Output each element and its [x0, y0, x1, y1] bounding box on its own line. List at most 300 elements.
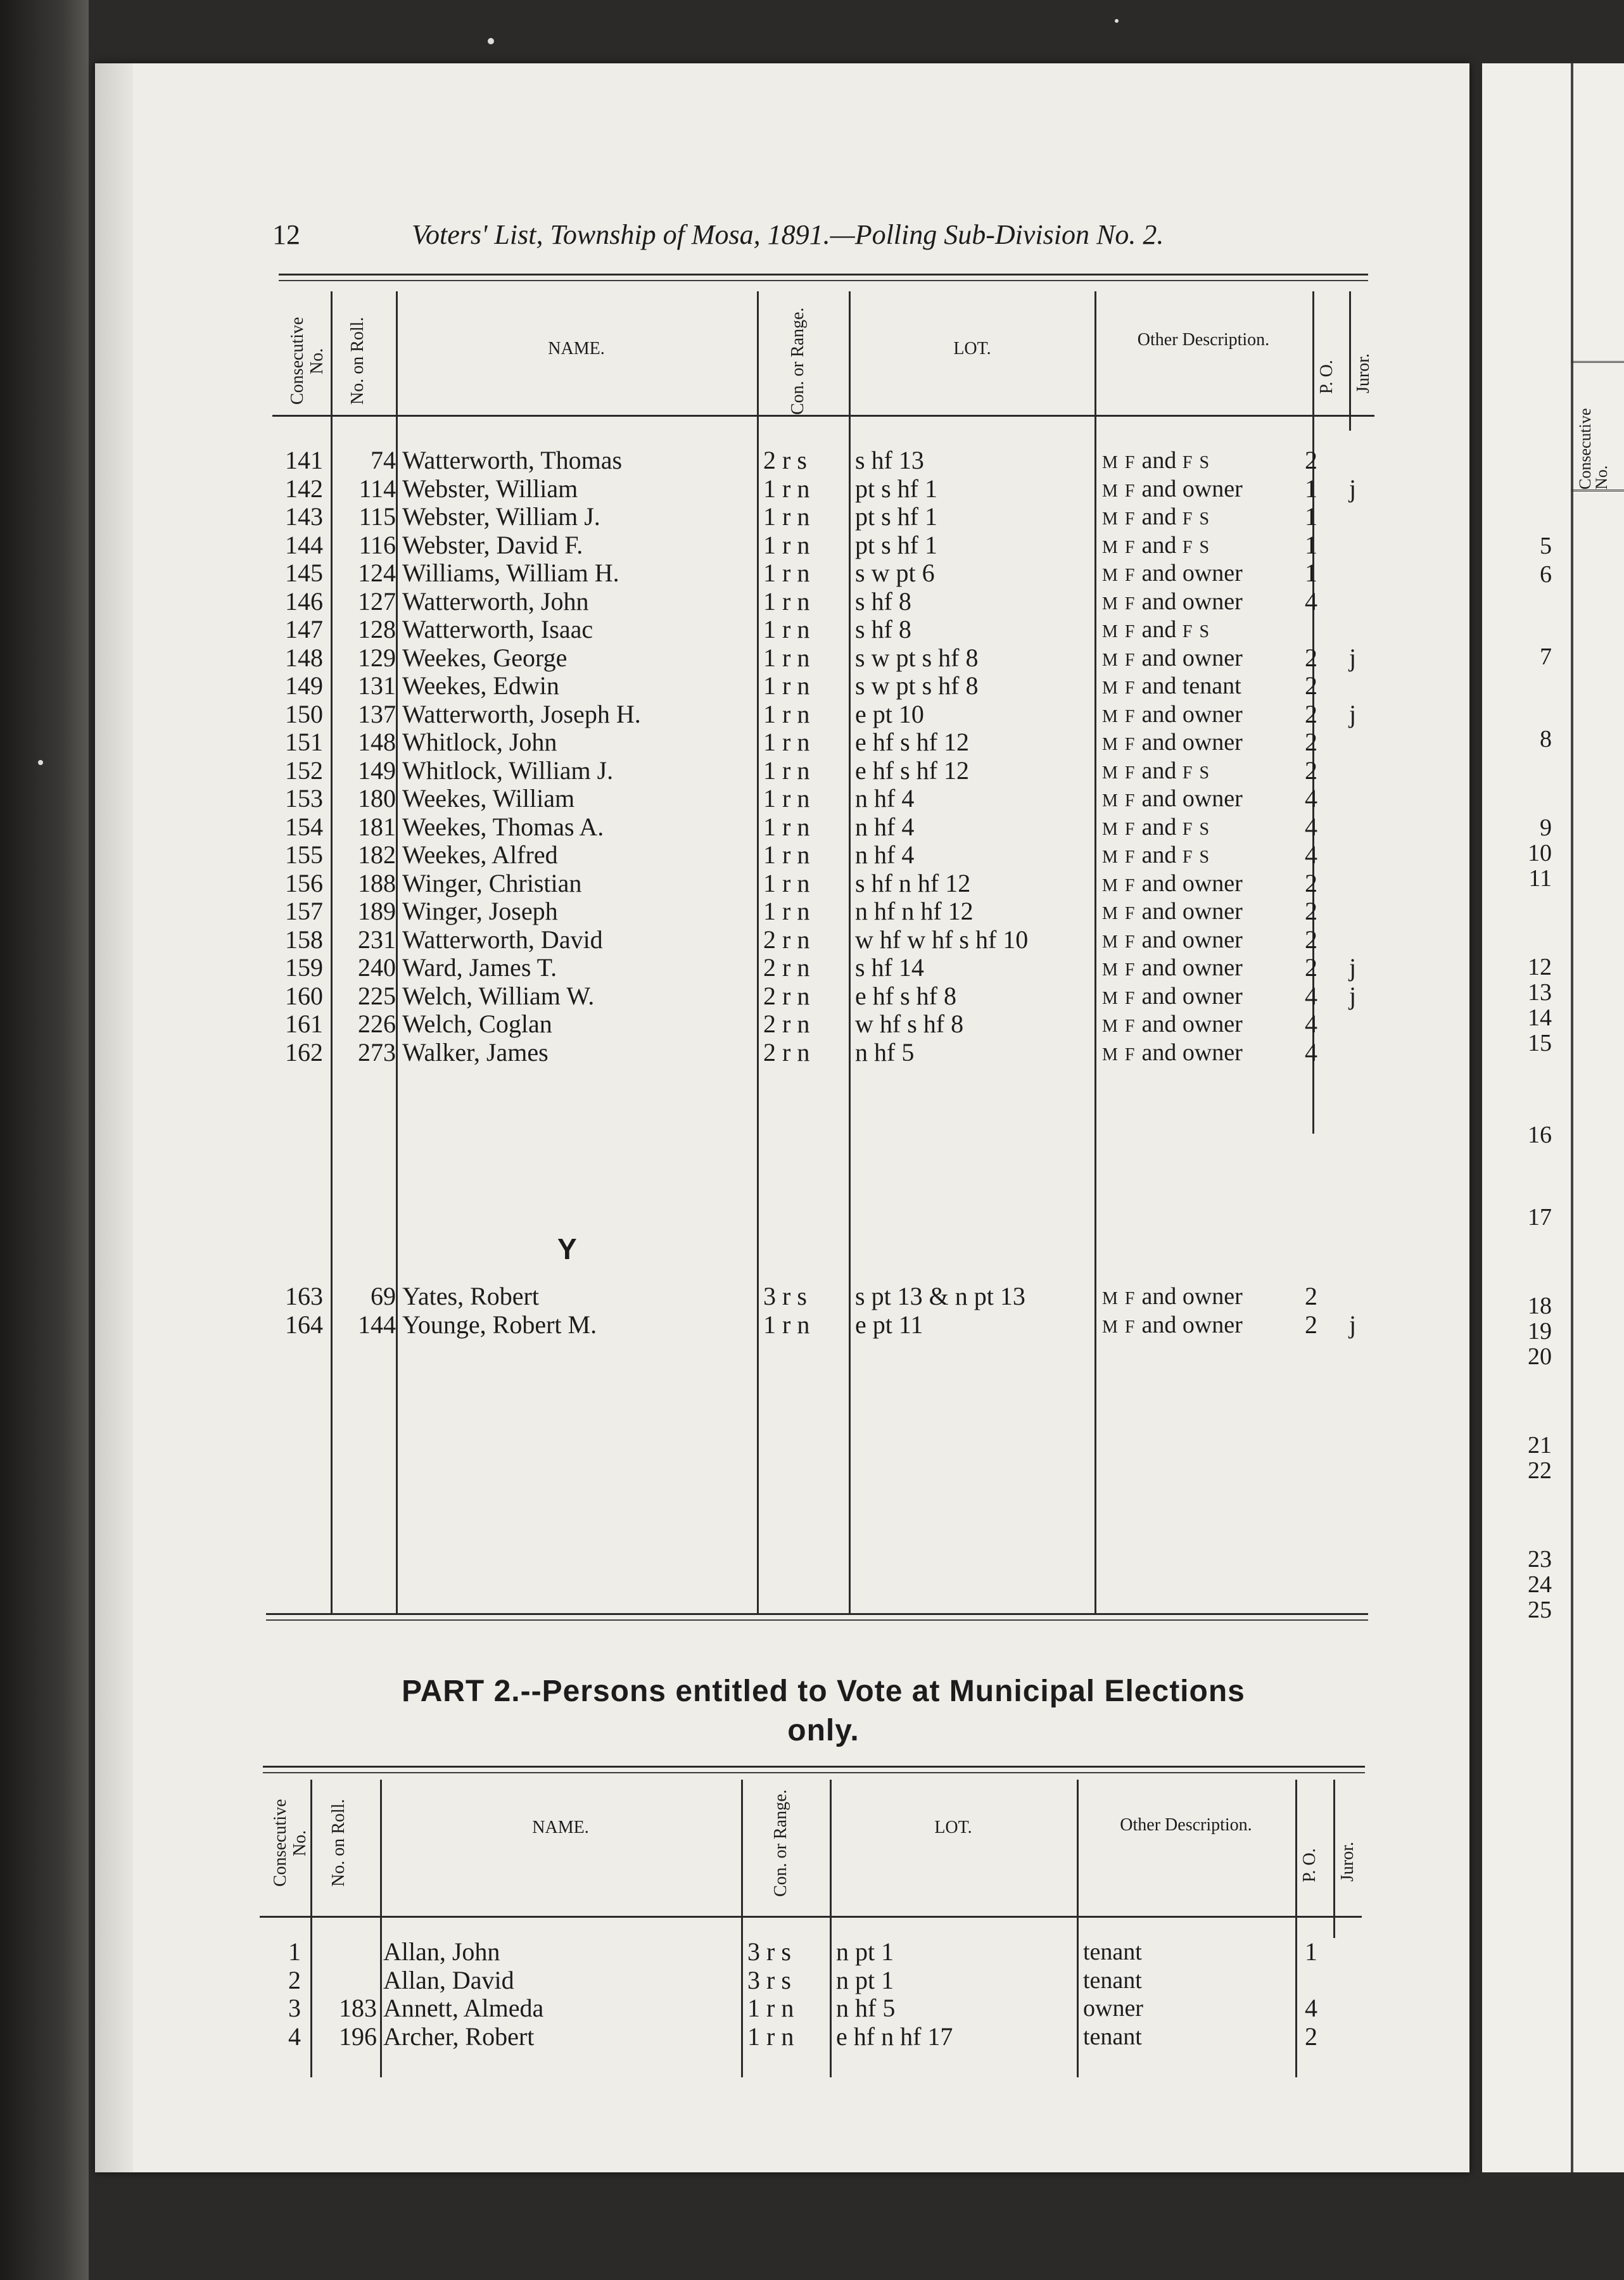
cell-roll: 137	[358, 699, 396, 728]
abbrev-token: S	[1199, 509, 1211, 529]
cell-po: 2	[1305, 671, 1317, 700]
table-row	[272, 870, 1381, 897]
abbrev-token: M	[1102, 735, 1125, 754]
adjacent-row-number: 14	[1528, 1004, 1552, 1031]
page-edge-shadow	[95, 63, 133, 2172]
cell-roll: 273	[358, 1037, 396, 1067]
word-token: owner	[1182, 588, 1243, 615]
cell-cons: 1	[288, 1937, 301, 1966]
cell-roll: 182	[358, 840, 396, 869]
word-token: owner	[1182, 898, 1243, 925]
cell-con: 1 r n	[763, 756, 810, 785]
header-con: Con. or Range.	[771, 1789, 790, 1897]
word-token: owner	[1182, 644, 1243, 671]
abbrev-token: M	[1102, 622, 1125, 642]
abbrev-token: F	[1124, 650, 1142, 670]
section-letter-y: Y	[557, 1232, 577, 1265]
cell-lot: e hf s hf 12	[855, 756, 969, 785]
cell-po: 2	[1305, 953, 1317, 982]
table-row	[272, 531, 1381, 559]
word-token: and	[1141, 785, 1183, 812]
table-row	[272, 897, 1381, 925]
cell-con: 1 r n	[763, 1310, 810, 1339]
word-token: and	[1141, 588, 1183, 615]
part2-title	[260, 1672, 1387, 1751]
table-row	[272, 954, 1381, 982]
cell-jur: j	[1349, 953, 1357, 982]
word-token: owner	[1182, 1311, 1243, 1338]
cell-lot: s pt 13 & n pt 13	[855, 1282, 1025, 1310]
adjacent-page-header	[1571, 361, 1624, 491]
cell-name: Weekes, Alfred	[402, 840, 558, 869]
cell-po: 1	[1305, 502, 1317, 531]
cell-name: Winger, Joseph	[402, 897, 558, 925]
cell-lot: s hf 13	[855, 446, 924, 474]
cell-con: 1 r n	[763, 671, 810, 700]
table-row	[272, 813, 1381, 841]
cell-cons: 151	[285, 728, 323, 756]
cell-po: 1	[1305, 530, 1317, 559]
word-token: owner	[1182, 729, 1243, 756]
adjacent-row-number: 7	[1540, 643, 1552, 670]
abbrev-token: M	[1102, 1016, 1125, 1036]
abbrev-token: M	[1102, 481, 1125, 501]
cell-cons: 159	[285, 953, 323, 982]
abbrev-token: F	[1182, 847, 1200, 867]
cell-cons: 143	[285, 502, 323, 531]
header-con: Con. or Range.	[788, 307, 808, 415]
abbrev-token: S	[1199, 819, 1211, 839]
adjacent-row-number: 15	[1528, 1030, 1552, 1056]
cell-lot: n hf 5	[855, 1037, 915, 1067]
table-row	[272, 503, 1381, 531]
cell-name: Weekes, Edwin	[402, 671, 559, 700]
word-token: and	[1141, 982, 1183, 1010]
cell-lot: e pt 10	[855, 699, 924, 728]
cell-other	[1102, 446, 1210, 477]
cell-name: Allan, John	[383, 1937, 500, 1966]
cell-po: 2	[1305, 897, 1317, 925]
abbrev-token: M	[1102, 791, 1125, 811]
cell-po: 4	[1305, 1037, 1317, 1067]
cell-po: 2	[1305, 699, 1317, 728]
word-token: and	[1141, 954, 1183, 981]
header-rule-2	[279, 280, 1368, 281]
cell-name: Weekes, Thomas A.	[402, 812, 604, 841]
cell-con: 1 r n	[747, 1994, 794, 2022]
cell-other	[1102, 870, 1243, 900]
abbrev-token: F	[1182, 453, 1200, 472]
cell-name: Archer, Robert	[383, 2022, 535, 2051]
header-po: P. O.	[1317, 360, 1336, 394]
cell-po: 2	[1305, 446, 1317, 474]
word-token: owner	[1182, 560, 1243, 586]
col-divider	[1349, 291, 1351, 431]
cell-name: Winger, Christian	[402, 868, 582, 897]
word-token: owner	[1182, 1283, 1243, 1310]
cell-cons: 150	[285, 699, 323, 728]
cell-other	[1102, 531, 1210, 562]
cell-other	[1102, 954, 1243, 984]
abbrev-token: F	[1124, 706, 1142, 726]
abbrev-token: M	[1102, 875, 1125, 896]
cell-cons: 154	[285, 812, 323, 841]
cell-name: Webster, David F.	[402, 530, 583, 559]
abbrev-token: S	[1199, 622, 1211, 642]
cell-name: Williams, William H.	[402, 559, 619, 587]
cell-other	[1102, 475, 1243, 505]
table-row	[260, 1994, 1387, 2022]
abbrev-token: S	[1199, 537, 1211, 557]
header-name: NAME.	[532, 1818, 589, 1837]
cell-con: 1 r n	[763, 840, 810, 869]
adjacent-row-number: 13	[1528, 979, 1552, 1006]
word-token: and	[1141, 447, 1183, 474]
word-token: tenant	[1182, 673, 1241, 699]
voters-table-part2	[260, 1754, 1387, 2077]
word-token: owner	[1182, 1039, 1243, 1066]
cell-po: 4	[1305, 981, 1317, 1010]
cell-con: 1 r n	[763, 615, 810, 643]
abbrev-token: F	[1124, 566, 1142, 585]
cell-cons: 141	[285, 446, 323, 474]
cell-lot: s hf 8	[855, 615, 911, 643]
cell-cons: 3	[288, 1994, 301, 2022]
header-rule	[279, 274, 1368, 276]
cell-roll: 74	[371, 446, 396, 474]
abbrev-token: M	[1102, 847, 1125, 867]
cell-po: 2	[1305, 1310, 1317, 1339]
cell-name: Welch, Coglan	[402, 1010, 552, 1038]
abbrev-token: M	[1102, 1317, 1125, 1337]
word-token: owner	[1182, 475, 1243, 502]
word-token: owner	[1182, 1011, 1243, 1037]
adjacent-row-number: 10	[1528, 840, 1552, 866]
cell-roll: 116	[358, 530, 396, 559]
cell-other	[1102, 841, 1210, 871]
cell-lot: n pt 1	[836, 1965, 894, 1994]
cell-po: 4	[1305, 812, 1317, 841]
cell-lot: e hf n hf 17	[836, 2022, 953, 2051]
word-token: and	[1141, 757, 1183, 784]
cell-jur: j	[1349, 474, 1357, 503]
part2-header-bottom-rule	[260, 1916, 1362, 1918]
word-token: and	[1141, 1039, 1183, 1066]
table-row	[272, 728, 1381, 756]
cell-lot: s w pt 6	[855, 559, 935, 587]
word-token: and	[1141, 644, 1183, 671]
adjacent-row-number: 5	[1540, 533, 1552, 559]
adjacent-row-number: 16	[1528, 1122, 1552, 1148]
cell-po: 1	[1305, 559, 1317, 587]
abbrev-token: F	[1124, 904, 1142, 923]
abbrev-token: M	[1102, 509, 1125, 529]
word-token: and	[1141, 1011, 1183, 1037]
table-row	[272, 644, 1381, 672]
word-token: tenant	[1083, 2023, 1142, 2050]
word-token: and	[1141, 531, 1183, 559]
cell-con: 1 r n	[763, 530, 810, 559]
cell-name: Weekes, George	[402, 643, 568, 672]
cell-con: 1 r n	[763, 559, 810, 587]
part2-title-line2: only.	[787, 1714, 860, 1747]
cell-roll: 127	[358, 586, 396, 616]
abbrev-token: M	[1102, 593, 1125, 614]
cell-lot: w hf w hf s hf 10	[855, 925, 1029, 954]
cell-roll: 226	[358, 1010, 396, 1038]
word-token: owner	[1182, 954, 1243, 981]
table-row	[272, 841, 1381, 869]
abbrev-token: M	[1102, 678, 1125, 698]
cell-name: Ward, James T.	[402, 953, 557, 982]
table-row	[272, 616, 1381, 643]
abbrev-token: F	[1124, 622, 1142, 642]
adjacent-row-number: 25	[1528, 1597, 1552, 1623]
cell-jur: j	[1349, 981, 1357, 1010]
word-token: and	[1141, 616, 1183, 643]
cell-other	[1102, 503, 1210, 533]
cell-lot: s w pt s hf 8	[855, 671, 979, 700]
cell-name: Webster, William	[402, 474, 578, 503]
word-token: and	[1141, 560, 1183, 586]
abbrev-token: F	[1124, 1016, 1142, 1036]
cell-lot: s w pt s hf 8	[855, 643, 979, 672]
cell-lot: pt s hf 1	[855, 502, 937, 531]
abbrev-token: S	[1199, 453, 1211, 472]
cell-other	[1083, 1994, 1143, 2022]
abbrev-token: F	[1124, 1289, 1142, 1308]
cell-lot: s hf 8	[855, 586, 911, 616]
cell-lot: w hf s hf 8	[855, 1010, 964, 1038]
cell-con: 1 r n	[763, 784, 810, 813]
col-divider	[1333, 1780, 1335, 1938]
abbrev-token: M	[1102, 566, 1125, 585]
word-token: owner	[1182, 785, 1243, 812]
header-lot: LOT.	[934, 1818, 972, 1837]
page-title: Voters' List, Township of Mosa, 1891.—Polling Sub-Division No. 2.	[412, 219, 1164, 250]
table-row	[260, 1938, 1387, 1966]
header-roll: No. on Roll.	[348, 317, 367, 405]
adjacent-row-number: 11	[1528, 865, 1552, 892]
word-token: owner	[1182, 926, 1243, 953]
cell-roll: 131	[358, 671, 396, 700]
adjacent-row-number: 23	[1528, 1546, 1552, 1573]
cell-po: 2	[1305, 1282, 1317, 1310]
abbrev-token: S	[1199, 847, 1211, 867]
adjacent-row-number: 24	[1528, 1571, 1552, 1598]
cell-con: 1 r n	[763, 897, 810, 925]
cell-con: 2 r n	[763, 981, 810, 1010]
abbrev-token: F	[1124, 1317, 1142, 1337]
cell-cons: 163	[285, 1282, 323, 1310]
cell-other	[1102, 926, 1243, 956]
abbrev-token: F	[1182, 537, 1200, 557]
cell-po: 2	[1305, 2022, 1317, 2051]
table-row	[272, 1282, 1381, 1310]
cell-roll: 124	[358, 559, 396, 587]
cell-other	[1102, 897, 1243, 928]
cell-con: 1 r n	[763, 643, 810, 672]
word-token: and	[1141, 729, 1183, 756]
cell-other	[1083, 1938, 1142, 1966]
cell-cons: 155	[285, 840, 323, 869]
adjacent-row-number: 9	[1540, 814, 1552, 841]
cell-roll: 69	[371, 1282, 396, 1310]
cell-lot: e hf s hf 8	[855, 981, 956, 1010]
table-row	[272, 475, 1381, 503]
word-token: and	[1141, 926, 1183, 953]
cell-other	[1102, 1282, 1243, 1313]
cell-name: Watterworth, David	[402, 925, 603, 954]
abbrev-token: F	[1124, 453, 1142, 472]
abbrev-token: F	[1124, 678, 1142, 698]
abbrev-token: M	[1102, 932, 1125, 952]
cell-cons: 152	[285, 756, 323, 785]
abbrev-token: M	[1102, 819, 1125, 839]
cell-po: 4	[1305, 1010, 1317, 1038]
cell-roll: 181	[358, 812, 396, 841]
cell-roll: 114	[358, 474, 396, 503]
part2-title-line1: PART 2.--Persons entitled to Vote at Municipal Elections	[402, 1675, 1245, 1708]
cell-other	[1102, 672, 1241, 702]
adjacent-consecutive-header: Consecutive No.	[1576, 408, 1611, 490]
cell-roll: 144	[358, 1310, 396, 1339]
abbrev-token: F	[1182, 819, 1200, 839]
cell-po: 1	[1305, 1937, 1317, 1966]
cell-other	[1102, 757, 1210, 787]
table-row	[260, 2023, 1387, 2051]
cell-other	[1083, 2023, 1142, 2051]
adjacent-page	[1482, 63, 1624, 2172]
header-name: NAME.	[548, 339, 605, 358]
cell-con: 1 r n	[763, 474, 810, 503]
header-lot: LOT.	[953, 339, 991, 358]
cell-con: 1 r n	[763, 868, 810, 897]
table-row	[272, 1010, 1381, 1038]
abbrev-token: M	[1102, 1044, 1125, 1065]
cell-name: Watterworth, Thomas	[402, 446, 623, 474]
cell-other	[1102, 700, 1243, 731]
cell-lot: pt s hf 1	[855, 474, 937, 503]
cell-con: 3 r s	[747, 1965, 791, 1994]
cell-other	[1102, 785, 1243, 815]
word-token: and	[1141, 504, 1183, 530]
header-bottom-rule	[272, 415, 1374, 417]
cell-po: 2	[1305, 868, 1317, 897]
cell-name: Allan, David	[383, 1965, 514, 1994]
abbrev-token: M	[1102, 650, 1125, 670]
table-row	[272, 1311, 1381, 1339]
word-token: and	[1141, 700, 1183, 728]
cell-po: 2	[1305, 925, 1317, 954]
cell-con: 1 r n	[763, 699, 810, 728]
cell-cons: 147	[285, 615, 323, 643]
cell-roll: 115	[358, 502, 396, 531]
abbrev-token: F	[1124, 735, 1142, 754]
cell-con: 2 r n	[763, 953, 810, 982]
word-token: and	[1141, 475, 1183, 502]
film-speck	[38, 760, 43, 765]
table-row	[272, 588, 1381, 616]
adjacent-row-number: 12	[1528, 954, 1552, 980]
voters-table-part1	[272, 291, 1381, 1628]
cell-po: 4	[1305, 1994, 1317, 2022]
table-row	[272, 757, 1381, 785]
header-other: Other Description.	[1137, 330, 1270, 350]
header-roll: No. on Roll.	[329, 1799, 348, 1887]
header-po: P. O.	[1300, 1848, 1319, 1882]
cell-lot: s hf n hf 12	[855, 868, 971, 897]
abbrev-token: F	[1182, 763, 1200, 783]
abbrev-token: M	[1102, 904, 1125, 923]
cell-con: 2 r n	[763, 1037, 810, 1067]
abbrev-token: F	[1124, 791, 1142, 811]
abbrev-token: M	[1102, 537, 1125, 557]
cell-cons: 164	[285, 1310, 323, 1339]
adjacent-row-number: 17	[1528, 1204, 1552, 1231]
table-row	[272, 982, 1381, 1010]
cell-roll: 148	[358, 728, 396, 756]
word-token: and	[1141, 1283, 1183, 1310]
table-bottom-rule-2	[266, 1619, 1368, 1621]
cell-con: 3 r s	[747, 1937, 791, 1966]
cell-roll: 149	[358, 756, 396, 785]
table-row	[272, 700, 1381, 728]
cell-cons: 153	[285, 784, 323, 813]
abbrev-token: M	[1102, 763, 1125, 783]
abbrev-token: F	[1124, 763, 1142, 783]
table-row	[272, 446, 1381, 474]
cell-name: Welch, William W.	[402, 981, 595, 1010]
header-juror: Juror.	[1338, 1842, 1357, 1882]
table-row	[272, 672, 1381, 700]
cell-roll: 188	[358, 868, 396, 897]
cell-name: Younge, Robert M.	[402, 1310, 597, 1339]
cell-other	[1102, 1311, 1243, 1341]
word-token: owner	[1182, 982, 1243, 1010]
cell-con: 1 r n	[747, 2022, 794, 2051]
cell-other	[1102, 1010, 1243, 1041]
cell-po: 1	[1305, 474, 1317, 503]
header-juror: Juror.	[1354, 353, 1373, 394]
cell-roll: 129	[358, 643, 396, 672]
cell-roll: 180	[358, 784, 396, 813]
page-number: 12	[272, 219, 300, 250]
cell-lot: pt s hf 1	[855, 530, 937, 559]
cell-lot: n hf 5	[836, 1994, 896, 2022]
cell-other	[1102, 1039, 1243, 1069]
table-row	[272, 926, 1381, 954]
word-token: owner	[1182, 700, 1243, 728]
abbrev-token: M	[1102, 960, 1125, 980]
cell-name: Webster, William J.	[402, 502, 600, 531]
film-speck	[1115, 19, 1119, 23]
cell-other	[1102, 982, 1243, 1013]
cell-name: Watterworth, Joseph H.	[402, 699, 641, 728]
abbrev-token: F	[1124, 481, 1142, 501]
cell-name: Weekes, William	[402, 784, 575, 813]
cell-cons: 2	[288, 1965, 301, 1994]
cell-con: 3 r s	[763, 1282, 807, 1310]
cell-po: 2	[1305, 728, 1317, 756]
cell-roll: 189	[358, 897, 396, 925]
cell-cons: 146	[285, 586, 323, 616]
film-speck	[488, 38, 494, 44]
cell-lot: n pt 1	[836, 1937, 894, 1966]
cell-cons: 156	[285, 868, 323, 897]
abbrev-token: F	[1124, 593, 1142, 614]
cell-cons: 144	[285, 530, 323, 559]
